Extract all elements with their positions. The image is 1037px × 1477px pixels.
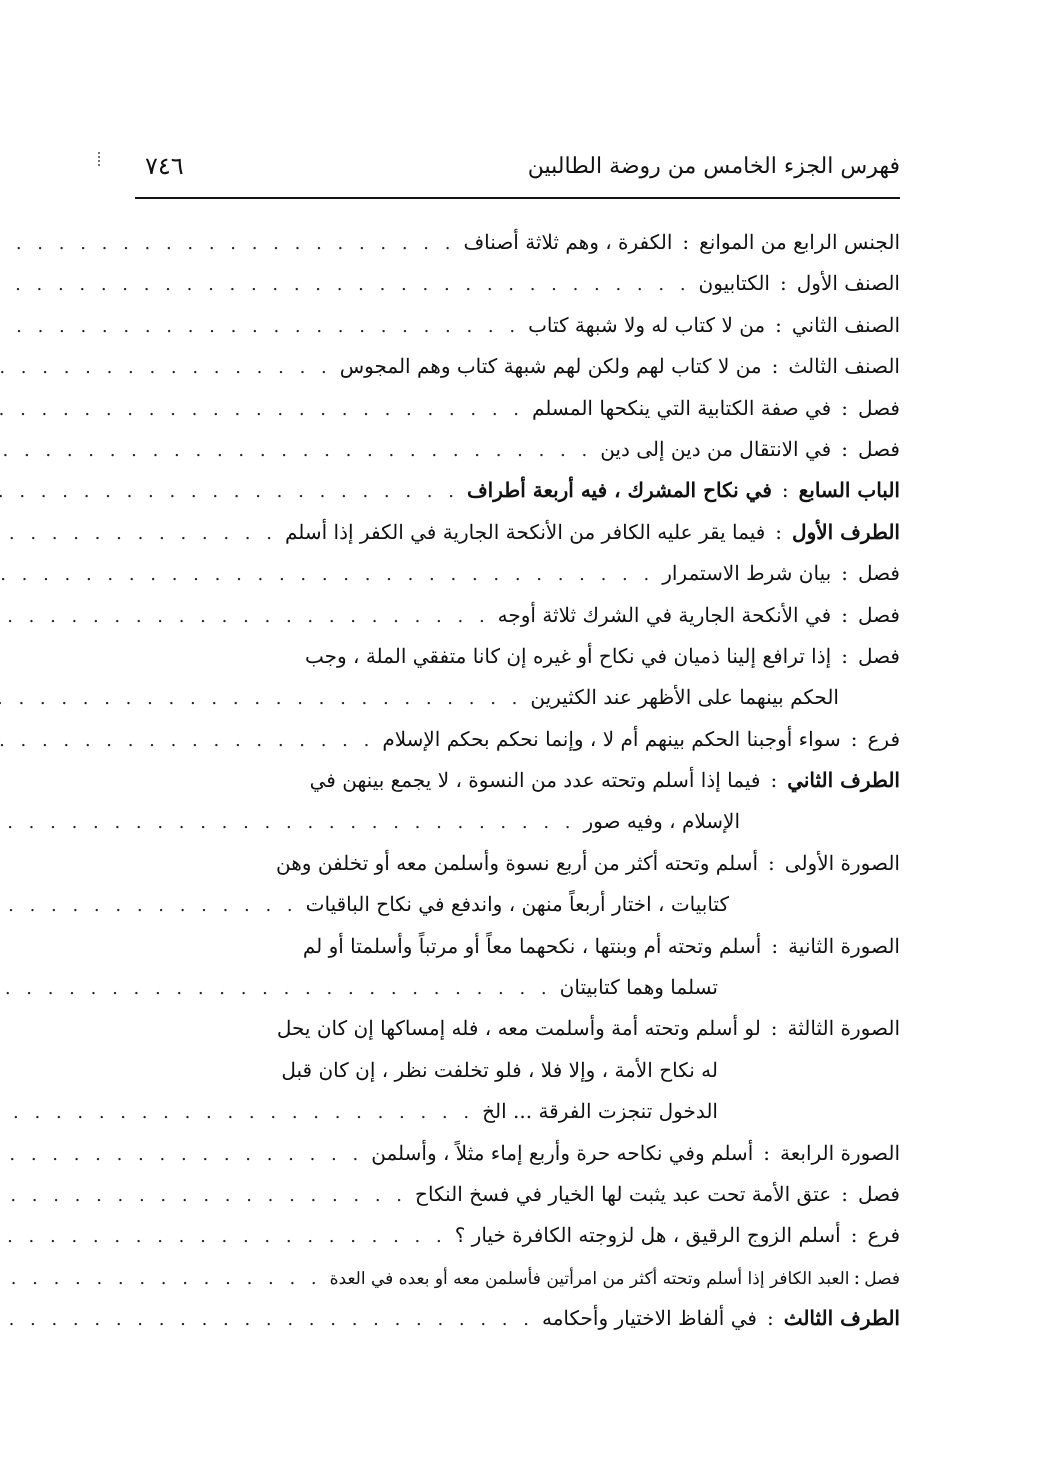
toc-entry: [135, 595, 900, 636]
dot-leader: [0, 347, 340, 388]
toc-entry-label: الطرف الأول: [792, 519, 900, 544]
label-separator: :: [853, 1264, 861, 1289]
toc-entry-label: فصل: [857, 395, 900, 420]
label-separator: :: [766, 1306, 774, 1331]
label-separator: :: [771, 354, 779, 379]
toc-entry: [135, 719, 900, 760]
toc-entry-label: الصورة الأولى: [784, 850, 900, 875]
toc-entry-label: الصنف الثاني: [791, 312, 900, 337]
margin-mark: [98, 152, 102, 166]
toc-entry-label: الجنس الرابع من الموانع: [699, 230, 900, 254]
toc-entry-label: الطرف الثالث: [783, 1306, 900, 1331]
toc-entry-label: فصل: [857, 643, 900, 668]
toc-entry-label: الصورة الثالثة: [787, 1016, 900, 1041]
toc-entry-label: الصورة الثانية: [788, 933, 900, 958]
dot-leader: [0, 1175, 415, 1216]
toc-entry: [135, 1257, 900, 1298]
dot-leader: [0, 471, 467, 512]
dot-leader: [0, 264, 699, 305]
dot-leader: [0, 1216, 455, 1257]
dot-leader: [0, 1092, 482, 1133]
label-separator: :: [780, 271, 787, 296]
toc-entry: [135, 388, 900, 429]
toc-entry: [135, 1008, 900, 1132]
toc-entry: [135, 1174, 900, 1215]
label-separator: :: [841, 395, 848, 420]
toc-entry-label: فرع: [867, 726, 900, 751]
label-separator: :: [763, 1140, 770, 1165]
toc-entry-text: عتق الأمة تحت عبد يثبت لها الخيار في فسخ النكاح: [415, 1181, 832, 1206]
dot-leader: [0, 430, 600, 471]
toc-entry: [135, 1298, 900, 1339]
toc-entry-text: أسلم وفي نكاحه حرة وأربع إماء مثلاً ، وأسلمن: [371, 1140, 754, 1165]
label-separator: :: [768, 850, 775, 875]
toc-entry: [135, 553, 900, 594]
label-separator: :: [682, 230, 690, 254]
toc-entry-text: لو أسلم وتحته أمة وأسلمت معه ، فله إمساكها إن كان يحل: [276, 1016, 761, 1041]
label-separator: :: [841, 643, 848, 668]
dot-leader: [0, 389, 532, 430]
toc-entry-text: فيما إذا أسلم وتحته عدد من النسوة ، لا يجمع بينهن في: [309, 768, 761, 793]
toc-entry-text: العبد الكافر إذا أسلم وتحته أكثر من امرأتين فأسلمن معه أو بعده في العدة: [329, 1268, 850, 1289]
toc-entry: [135, 1215, 900, 1256]
toc-entry-label: الصنف الأول: [796, 271, 900, 296]
toc-entry-text: الإسلام ، وفيه صور: [583, 809, 740, 834]
dot-leader: [0, 306, 528, 347]
toc-entry: [135, 263, 900, 304]
toc-entry-text: كتابيات ، اختار أربعاً منهن ، واندفع في نكاح الباقيات: [305, 892, 729, 917]
label-separator: :: [850, 1223, 858, 1248]
dot-leader: [0, 554, 662, 595]
toc-entry-text: له نكاح الأمة ، وإلا فلا ، فلو تخلفت نظر ، إن كان قبل: [281, 1057, 718, 1082]
toc-entry-text: أسلم وتحته أكثر من أربع نسوة وأسلمن معه أو تخلفن وهن: [276, 850, 759, 875]
toc-entry-label: فرع: [867, 1223, 900, 1248]
toc-entry: [135, 470, 900, 511]
toc-entry-text: الحكم بينهما على الأظهر عند الكثيرين: [530, 685, 839, 710]
toc-entry-text: من لا كتاب لهم ولكن لهم شبهة كتاب وهم المجوس: [339, 354, 762, 379]
label-separator: :: [841, 1181, 848, 1206]
toc-entry-label: الصنف الثالث: [788, 354, 900, 379]
page-number: ٧٤٦: [145, 152, 184, 180]
toc-entry-text: في نكاح المشرك ، فيه أربعة أطراف: [466, 478, 772, 503]
toc-entry: [135, 512, 900, 553]
dot-leader: [0, 802, 583, 843]
toc-entry: [135, 305, 900, 346]
dot-leader: [0, 678, 530, 719]
toc-entry: [135, 760, 900, 843]
label-separator: :: [771, 933, 779, 958]
toc-entry-label: فصل: [857, 602, 900, 627]
toc-entry: [135, 429, 900, 470]
toc-entry-label: فصل: [857, 561, 900, 586]
toc-entry-label: فصل: [864, 1268, 900, 1289]
label-separator: :: [770, 1016, 778, 1041]
label-separator: :: [781, 478, 789, 503]
toc-entry-text: سواء أوجبنا الحكم بينهم أم لا ، وإنما نحكم بحكم الإسلام: [382, 726, 841, 751]
toc-entry-text: الكفرة ، وهم ثلاثة أصناف: [463, 230, 673, 254]
toc-entry-label: فصل: [857, 1181, 900, 1206]
toc-entry-text: في صفة الكتابية التي ينكحها المسلم: [531, 395, 832, 420]
running-header: [135, 150, 900, 190]
label-separator: :: [770, 768, 778, 793]
label-separator: :: [775, 519, 783, 544]
toc-entry-text: تسلما وهما كتابيتان: [559, 975, 718, 1000]
table-of-contents: [135, 222, 900, 1340]
running-header-title: فهرس الجزء الخامس من روضة الطالبين: [527, 154, 900, 179]
label-separator: :: [841, 436, 848, 461]
dot-leader: [0, 885, 306, 926]
dot-leader: [0, 1299, 542, 1340]
toc-entry-text: الدخول تنجزت الفرقة ... الخ: [482, 1099, 718, 1124]
toc-entry-label: الباب السابع: [798, 478, 900, 503]
toc-entry-label: الطرف الثاني: [787, 768, 900, 793]
dot-leader: [0, 968, 560, 1009]
toc-entry: [135, 1133, 900, 1174]
toc-entry-label: فصل: [857, 436, 900, 461]
label-separator: :: [850, 726, 858, 751]
toc-entry-text: بيان شرط الاستمرار: [662, 561, 832, 586]
toc-entry: [135, 346, 900, 387]
label-separator: :: [841, 602, 848, 627]
toc-entry-text: أسلم وتحته أم وبنتها ، نكحهما معاً أو مرتباً وأسلمتا أو لم: [302, 933, 762, 958]
toc-entry-label: الصورة الرابعة: [780, 1140, 900, 1165]
label-separator: :: [775, 312, 782, 337]
toc-entry-text: إذا ترافع إلينا ذميان في نكاح أو غيره إن كانا متفقي الملة ، وجب: [304, 643, 832, 668]
toc-entry-text: الكتابيون: [698, 271, 770, 296]
toc-entry-text: فيما يقر عليه الكافر من الأنكحة الجارية في الكفر إذا أسلم: [284, 519, 766, 544]
dot-leader: [0, 596, 498, 637]
toc-entry-text: في ألفاظ الاختيار وأحكامه: [541, 1306, 757, 1331]
toc-entry: [135, 222, 900, 263]
header-rule: [135, 197, 900, 199]
toc-entry-text: في الأنكحة الجارية في الشرك ثلاثة أوجه: [497, 602, 832, 627]
dot-leader: [0, 1258, 330, 1299]
toc-entry-text: في الانتقال من دين إلى دين: [600, 436, 832, 461]
dot-leader: [0, 223, 463, 264]
dot-leader: [0, 1134, 371, 1175]
toc-entry-text: أسلم الزوج الرقيق ، هل لزوجته الكافرة خيار ؟: [454, 1223, 841, 1248]
toc-entry: [135, 843, 900, 926]
toc-entry-text: من لا كتاب له ولا شبهة كتاب: [528, 312, 766, 337]
dot-leader: [0, 720, 382, 761]
toc-entry: [135, 636, 900, 719]
label-separator: :: [841, 561, 848, 586]
dot-leader: [0, 513, 285, 554]
toc-entry: [135, 926, 900, 1009]
